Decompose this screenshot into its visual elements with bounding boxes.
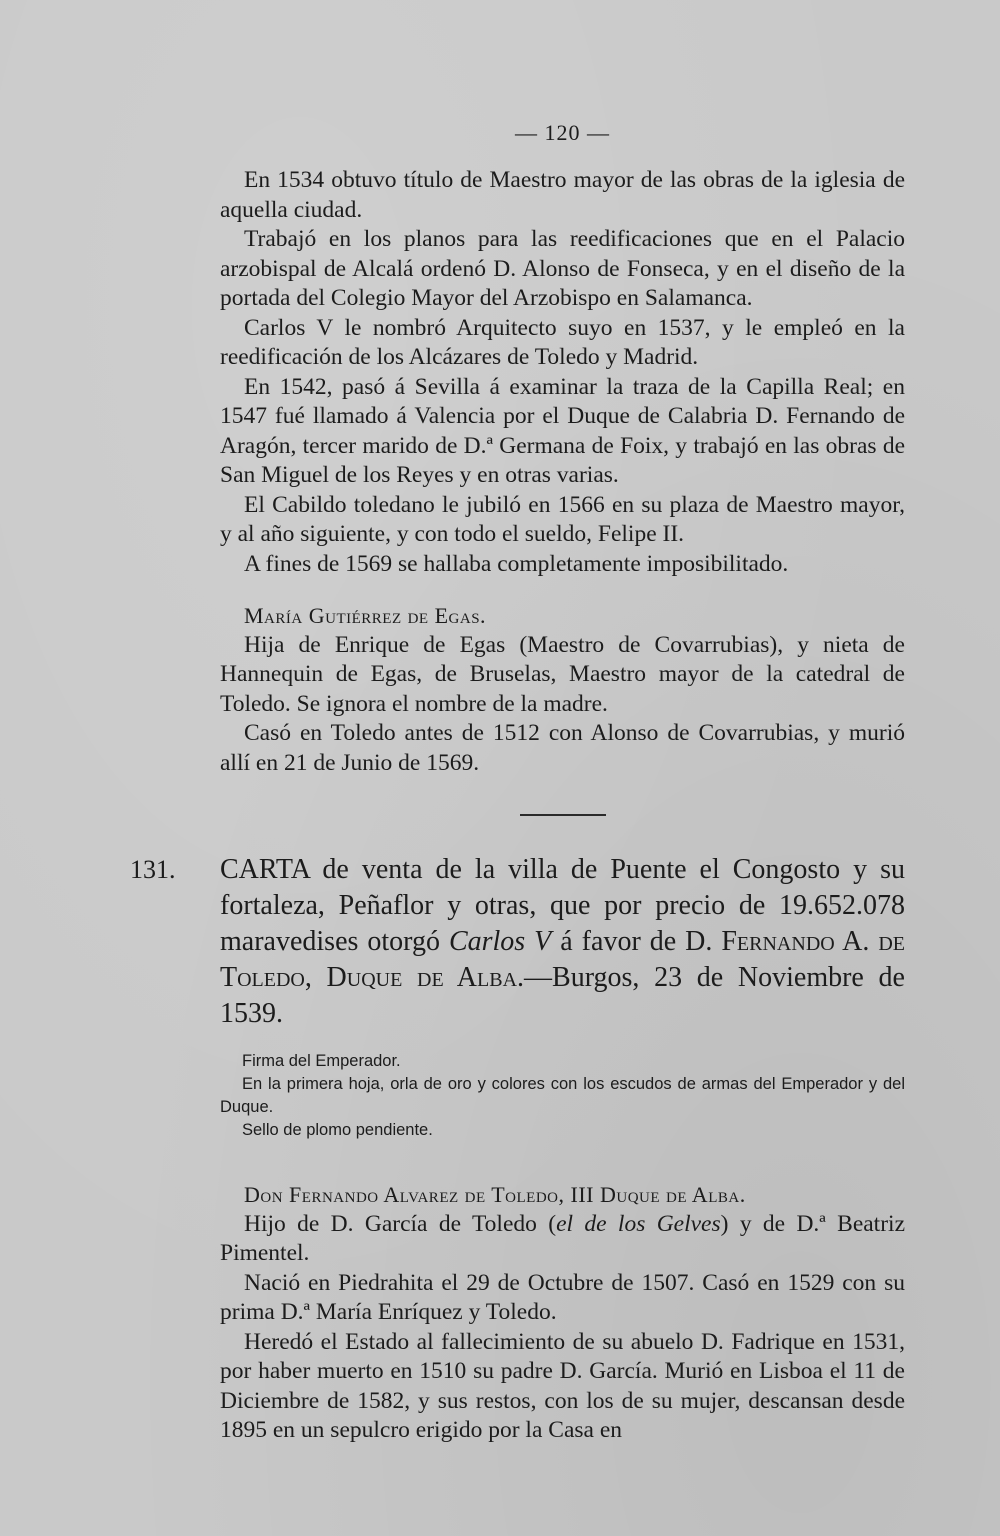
entry-number: 131. [130,855,176,884]
paragraph-part: ) y de D.ª Beatriz Pimentel. [220,1210,905,1266]
entry-text-part: CARTA de venta de la villa de Puente el Congosto y su fortaleza, Peñaflor y otras, que por precio de 19.652.078 maravedises otorgó [220,854,905,957]
paragraph: En 1542, pasó á Sevilla á examinar la traza de la Capilla Real; en 1547 fué llamado á Valencia por el Duque de Calabria D. Fernando de Aragón, tercer marido de D.ª Germana de Foix, y trabajó en las obras de San Miguel de los Reyes y en otras varias. [220,373,905,488]
paragraph-part: Hijo de D. García de Toledo ( [244,1210,557,1237]
section-biography-continuation [220,166,905,579]
section-heading: María Gutiérrez de Egas. [244,603,487,628]
section-maria-gutierrez [220,601,905,778]
section-heading: Don Fernando Alvarez de Toledo, III Duque de Alba. [244,1182,746,1207]
entry-title [220,852,905,1032]
italic-epithet: el de los Gelves [556,1210,721,1237]
book-page [130,120,906,1446]
entry-text-part: á favor de D. [551,926,722,957]
entry-notes [220,1050,905,1142]
paragraph: En 1534 obtuvo título de Maestro mayor de las obras de la iglesia de aquella ciudad. [220,167,905,223]
paragraph: Carlos V le nombró Arquitecto suyo en 1537, y le empleó en la reedificación de los Alcázares de Toledo y Madrid. [220,314,905,370]
paragraph: Hija de Enrique de Egas (Maestro de Covarrubias), y nieta de Hannequin de Egas, de Bruselas, Maestro mayor de la catedral de Toledo. Se ignora el nombre de la madre. [220,631,905,717]
entry-text-part: .—Burgos, 23 de Noviembre de 1539. [220,962,905,1029]
note: En la primera hoja, orla de oro y colores con los escudos de armas del Emperador y del Duque. [220,1075,905,1116]
note: Firma del Emperador. [242,1052,401,1070]
paragraph: A fines de 1569 se hallaba completamente imposibilitado. [244,550,789,577]
paragraph: Trabajó en los planos para las reedificaciones que en el Palacio arzobispal de Alcalá ordenó D. Alonso de Fonseca, y en el diseño de la portada del Colegio Mayor del Arzobispo en Salamanca. [220,226,905,311]
paragraph: Nació en Piedrahita el 29 de Octubre de 1507. Casó en 1529 con su prima D.ª María Enríquez y Toledo. [220,1269,905,1325]
note: Sello de plomo pendiente. [242,1121,433,1139]
paragraph [220,1210,905,1269]
catalog-entry [130,852,906,1032]
section-divider [520,814,606,816]
section-duque-de-alba [220,1180,905,1446]
paragraph: El Cabildo toledano le jubiló en 1566 en su plaza de Maestro mayor, y al año siguiente, y con todo el sueldo, Felipe II. [220,491,905,547]
paragraph: Casó en Toledo antes de 1512 con Alonso de Covarrubias, y murió allí en 21 de Junio de 1569. [220,720,905,776]
paragraph: Heredó el Estado al fallecimiento de su abuelo D. Fadrique en 1531, por haber muerto en 1510 su padre D. García. Murió en Lisboa el 11 de Diciembre de 1582, y sus restos, con los de su mujer, descansan desde 1895 en un sepulcro erigido por la Casa en [220,1328,905,1443]
entry-smallcaps-name: Fernando A. de Toledo, Duque de Alba [220,926,906,993]
entry-italic-name: Carlos V [448,926,552,957]
page-number: — 120 — [515,120,610,145]
spacer [220,1142,905,1158]
